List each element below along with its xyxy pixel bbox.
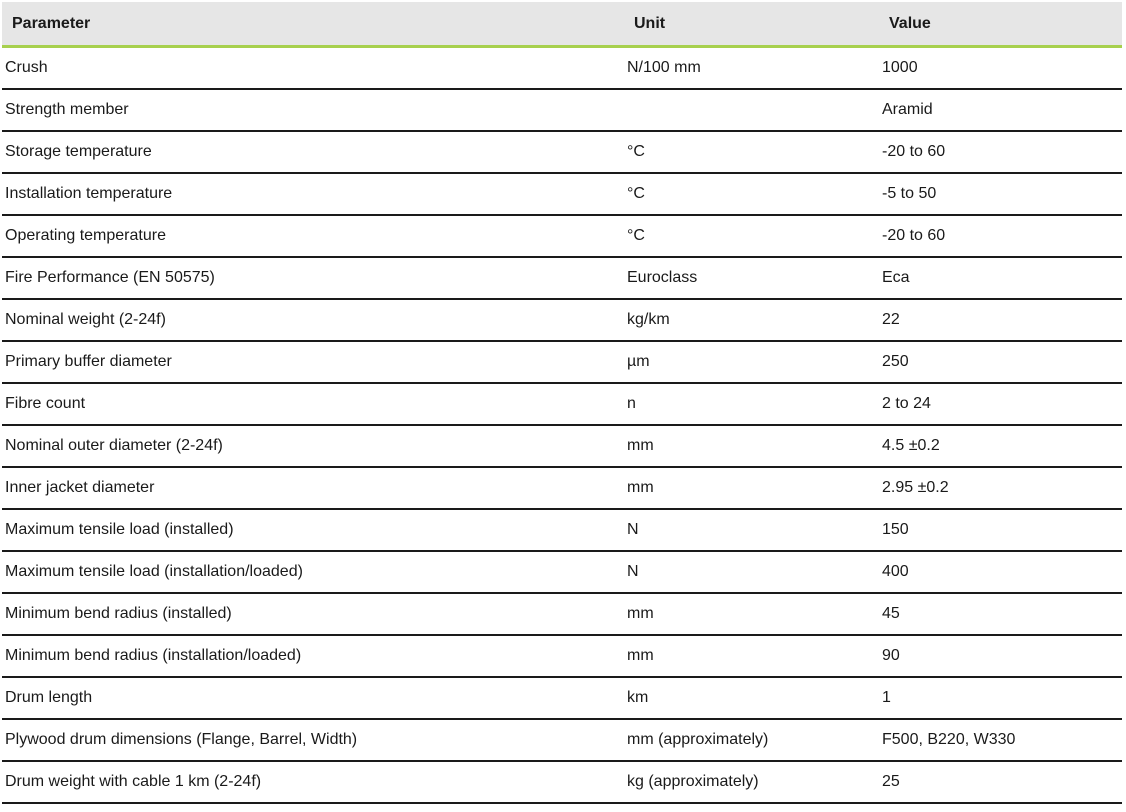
cell-value: 1000 [879,47,1122,90]
cell-unit: °C [624,173,879,215]
cell-unit: n [624,383,879,425]
table-row [2,425,1122,467]
table-row [2,551,1122,593]
cell-value: -20 to 60 [879,215,1122,257]
cell-parameter: Minimum bend radius (installation/loaded) [2,635,624,677]
table-row [2,341,1122,383]
cell-value: 250 [879,341,1122,383]
cell-unit [624,89,879,131]
cell-parameter: Storage temperature [2,131,624,173]
cell-value: 22 [879,299,1122,341]
cell-parameter: Minimum bend radius (installed) [2,593,624,635]
header-value: Value [879,2,1122,47]
cell-value: 45 [879,593,1122,635]
cell-value: 2 to 24 [879,383,1122,425]
cell-value: F500, B220, W330 [879,719,1122,761]
cell-parameter: Inner jacket diameter [2,467,624,509]
table-row [2,89,1122,131]
table-row [2,593,1122,635]
cell-value: -5 to 50 [879,173,1122,215]
cell-unit: µm [624,341,879,383]
cell-value: Eca [879,257,1122,299]
table-row [2,677,1122,719]
cell-unit: mm [624,593,879,635]
cell-unit: N [624,551,879,593]
cell-value: Aramid [879,89,1122,131]
header-row [2,2,1122,47]
cell-parameter: Nominal weight (2-24f) [2,299,624,341]
cell-value: 25 [879,761,1122,803]
cell-value: 150 [879,509,1122,551]
cell-unit: °C [624,131,879,173]
cell-parameter: Fire Performance (EN 50575) [2,257,624,299]
header-unit: Unit [624,2,879,47]
cell-unit: N/100 mm [624,47,879,90]
table-row [2,719,1122,761]
cell-unit: mm (approximately) [624,719,879,761]
cell-unit: kg/km [624,299,879,341]
table-row [2,173,1122,215]
table-row [2,635,1122,677]
cell-parameter: Primary buffer diameter [2,341,624,383]
cell-parameter: Nominal outer diameter (2-24f) [2,425,624,467]
cell-parameter: Operating temperature [2,215,624,257]
cell-parameter: Fibre count [2,383,624,425]
cell-unit: km [624,677,879,719]
cell-value: 4.5 ±0.2 [879,425,1122,467]
cell-value: -20 to 60 [879,131,1122,173]
cell-parameter: Maximum tensile load (installed) [2,509,624,551]
cell-parameter: Crush [2,47,624,90]
table-row [2,215,1122,257]
table-row [2,509,1122,551]
cell-value: 2.95 ±0.2 [879,467,1122,509]
cell-parameter: Drum length [2,677,624,719]
table-body [2,47,1122,804]
table-row [2,467,1122,509]
cell-unit: mm [624,425,879,467]
table-row [2,47,1122,90]
cell-unit: °C [624,215,879,257]
cell-parameter: Strength member [2,89,624,131]
table-header [2,2,1122,47]
header-parameter: Parameter [2,2,624,47]
table-row [2,131,1122,173]
cell-unit: Euroclass [624,257,879,299]
cell-parameter: Maximum tensile load (installation/loaded) [2,551,624,593]
cell-unit: N [624,509,879,551]
table-row [2,383,1122,425]
cell-value: 90 [879,635,1122,677]
cell-parameter: Drum weight with cable 1 km (2-24f) [2,761,624,803]
table-row [2,257,1122,299]
table-row [2,761,1122,803]
cell-parameter: Installation temperature [2,173,624,215]
cell-unit: kg (approximately) [624,761,879,803]
specifications-table [2,2,1122,804]
cell-unit: mm [624,635,879,677]
cell-value: 400 [879,551,1122,593]
cell-parameter: Plywood drum dimensions (Flange, Barrel, Width) [2,719,624,761]
cell-unit: mm [624,467,879,509]
cell-value: 1 [879,677,1122,719]
table-row [2,299,1122,341]
